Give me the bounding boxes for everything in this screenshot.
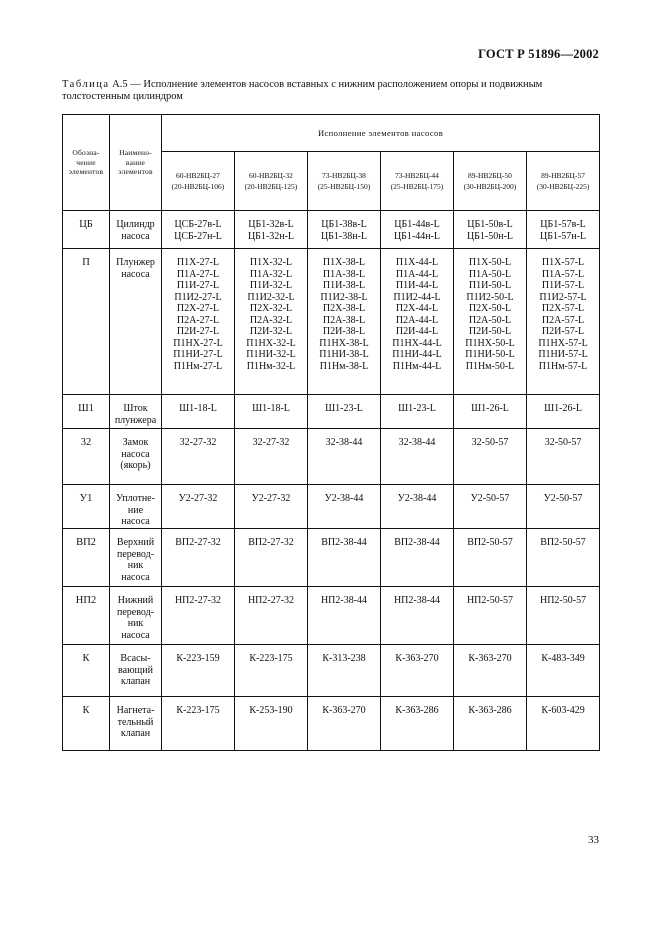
execution-cell: К-603-429 — [527, 697, 600, 751]
execution-cell: К-483-349 — [527, 645, 600, 697]
execution-cell: У2-38-44 — [381, 485, 454, 529]
execution-cell: 32-50-57 — [454, 429, 527, 485]
execution-cell: П1Х-44-L П1А-44-L П1И-44-L П1И2-44-L П2Х-44-L П2А-44-L П2И-44-L П1НХ-44-L П1НИ-44-L П1Нм-44-L — [381, 249, 454, 395]
execution-cell: К-223-175 — [162, 697, 235, 751]
execution-cell: Ш1-23-L — [308, 395, 381, 429]
execution-cell: ВП2-38-44 — [308, 529, 381, 587]
element-name-cell: Замок насоса (якорь) — [110, 429, 162, 485]
execution-cell: П1Х-38-L П1А-38-L П1И-38-L П1И2-38-L П2Х-38-L П2А-38-L П2И-38-L П1НХ-38-L П1НИ-38-L П1Нм-38-L — [308, 249, 381, 395]
execution-cell: ЦБ1-44в-L ЦБ1-44н-L — [381, 211, 454, 249]
table-row — [63, 429, 600, 485]
execution-cell: 32-27-32 — [162, 429, 235, 485]
execution-cell: Ш1-23-L — [381, 395, 454, 429]
element-name-cell: Нижний перевод- ник насоса — [110, 587, 162, 645]
execution-cell: ВП2-50-57 — [527, 529, 600, 587]
column-header-execution: Исполнение элементов насосов — [162, 115, 600, 152]
element-name-cell: Нагнета- тельный клапан — [110, 697, 162, 751]
execution-cell: Ш1-18-L — [162, 395, 235, 429]
execution-cell: К-363-270 — [308, 697, 381, 751]
execution-cell: ЦБ1-50в-L ЦБ1-50н-L — [454, 211, 527, 249]
execution-cell: К-313-238 — [308, 645, 381, 697]
document-code: ГОСТ Р 51896—2002 — [478, 47, 599, 61]
element-code-cell: ЦБ — [63, 211, 110, 249]
element-name-cell: Шток плунжера — [110, 395, 162, 429]
execution-cell: Ш1-18-L — [235, 395, 308, 429]
element-code-cell: ВП2 — [63, 529, 110, 587]
table-body — [63, 211, 600, 751]
model-header-6: 89-НВ2БЦ-57 (30-НВ2БЦ-225) — [527, 152, 600, 211]
element-code-cell: НП2 — [63, 587, 110, 645]
execution-cell: 32-50-57 — [527, 429, 600, 485]
table-row — [63, 249, 600, 395]
execution-cell: К-223-159 — [162, 645, 235, 697]
element-code-cell: К — [63, 697, 110, 751]
element-code-cell: Ш1 — [63, 395, 110, 429]
execution-cell: П1Х-32-L П1А-32-L П1И-32-L П1И2-32-L П2Х-32-L П2А-32-L П2И-32-L П1НХ-32-L П1НИ-32-L П1Нм-32-L — [235, 249, 308, 395]
element-code-cell: 32 — [63, 429, 110, 485]
execution-cell: ЦБ1-32в-L ЦБ1-32н-L — [235, 211, 308, 249]
execution-cell: К-223-175 — [235, 645, 308, 697]
execution-cell: ВП2-50-57 — [454, 529, 527, 587]
element-name-cell: Верхний перевод- ник насоса — [110, 529, 162, 587]
execution-cell: К-363-270 — [454, 645, 527, 697]
execution-cell: У2-38-44 — [308, 485, 381, 529]
model-header-1: 60-НВ2БЦ-27 (20-НВ2БЦ-106) — [162, 152, 235, 211]
element-code-cell: П — [63, 249, 110, 395]
execution-cell: 32-27-32 — [235, 429, 308, 485]
execution-cell: НП2-38-44 — [381, 587, 454, 645]
elements-table — [62, 114, 600, 751]
execution-cell: ВП2-38-44 — [381, 529, 454, 587]
execution-cell: ВП2-27-32 — [162, 529, 235, 587]
execution-cell: У2-50-57 — [527, 485, 600, 529]
page-number: 33 — [588, 834, 599, 846]
table-row — [63, 529, 600, 587]
execution-cell: ЦБ1-57в-L ЦБ1-57н-L — [527, 211, 600, 249]
execution-cell: П1Х-27-L П1А-27-L П1И-27-L П1И2-27-L П2Х-27-L П2А-27-L П2И-27-L П1НХ-27-L П1НИ-27-L П1Нм-27-L — [162, 249, 235, 395]
execution-cell: У2-50-57 — [454, 485, 527, 529]
table-row — [63, 485, 600, 529]
table-row — [63, 645, 600, 697]
execution-cell: НП2-27-32 — [235, 587, 308, 645]
model-header-4: 73-НВ2БЦ-44 (25-НВ2БЦ-175) — [381, 152, 454, 211]
element-name-cell: Всасы- вающий клапан — [110, 645, 162, 697]
table-row — [63, 395, 600, 429]
execution-cell: К-253-190 — [235, 697, 308, 751]
caption-label: Таблица — [62, 79, 110, 90]
table-caption — [62, 79, 602, 103]
execution-cell: НП2-27-32 — [162, 587, 235, 645]
execution-cell: П1Х-50-L П1А-50-L П1И-50-L П1И2-50-L П2Х-50-L П2А-50-L П2И-50-L П1НХ-50-L П1НИ-50-L П1Нм-50-L — [454, 249, 527, 395]
execution-cell: К-363-270 — [381, 645, 454, 697]
element-code-cell: К — [63, 645, 110, 697]
model-header-3: 73-НВ2БЦ-38 (25-НВ2БЦ-150) — [308, 152, 381, 211]
execution-cell: ВП2-27-32 — [235, 529, 308, 587]
execution-cell: 32-38-44 — [308, 429, 381, 485]
column-header-name: Наимено- вание элементов — [110, 115, 162, 211]
header-row — [63, 115, 600, 152]
execution-cell: Ш1-26-L — [454, 395, 527, 429]
execution-cell: ЦСБ-27в-L ЦСБ-27н-L — [162, 211, 235, 249]
table-row — [63, 697, 600, 751]
element-code-cell: У1 — [63, 485, 110, 529]
execution-cell: П1Х-57-L П1А-57-L П1И-57-L П1И2-57-L П2Х-57-L П2А-57-L П2И-57-L П1НХ-57-L П1НИ-57-L П1Нм-57-L — [527, 249, 600, 395]
execution-cell: ЦБ1-38в-L ЦБ1-38н-L — [308, 211, 381, 249]
element-name-cell: Плунжер насоса — [110, 249, 162, 395]
execution-cell: 32-38-44 — [381, 429, 454, 485]
execution-cell: НП2-50-57 — [527, 587, 600, 645]
caption-text: А.5 — Исполнение элементов насосов вставных с нижним расположением опоры и подвижным толстостенным цилиндром — [62, 79, 543, 102]
execution-cell: К-363-286 — [454, 697, 527, 751]
table-row — [63, 587, 600, 645]
execution-cell: Ш1-26-L — [527, 395, 600, 429]
model-header-2: 60-НВ2БЦ-32 (20-НВ2БЦ-125) — [235, 152, 308, 211]
element-name-cell: Уплотне- ние насоса — [110, 485, 162, 529]
table-row — [63, 211, 600, 249]
execution-cell: У2-27-32 — [235, 485, 308, 529]
model-header-5: 89-НВ2БЦ-50 (30-НВ2БЦ-200) — [454, 152, 527, 211]
execution-cell: К-363-286 — [381, 697, 454, 751]
execution-cell: У2-27-32 — [162, 485, 235, 529]
element-name-cell: Цилиндр насоса — [110, 211, 162, 249]
column-header-designation: Обозна- чение элементов — [63, 115, 110, 211]
execution-cell: НП2-38-44 — [308, 587, 381, 645]
execution-cell: НП2-50-57 — [454, 587, 527, 645]
